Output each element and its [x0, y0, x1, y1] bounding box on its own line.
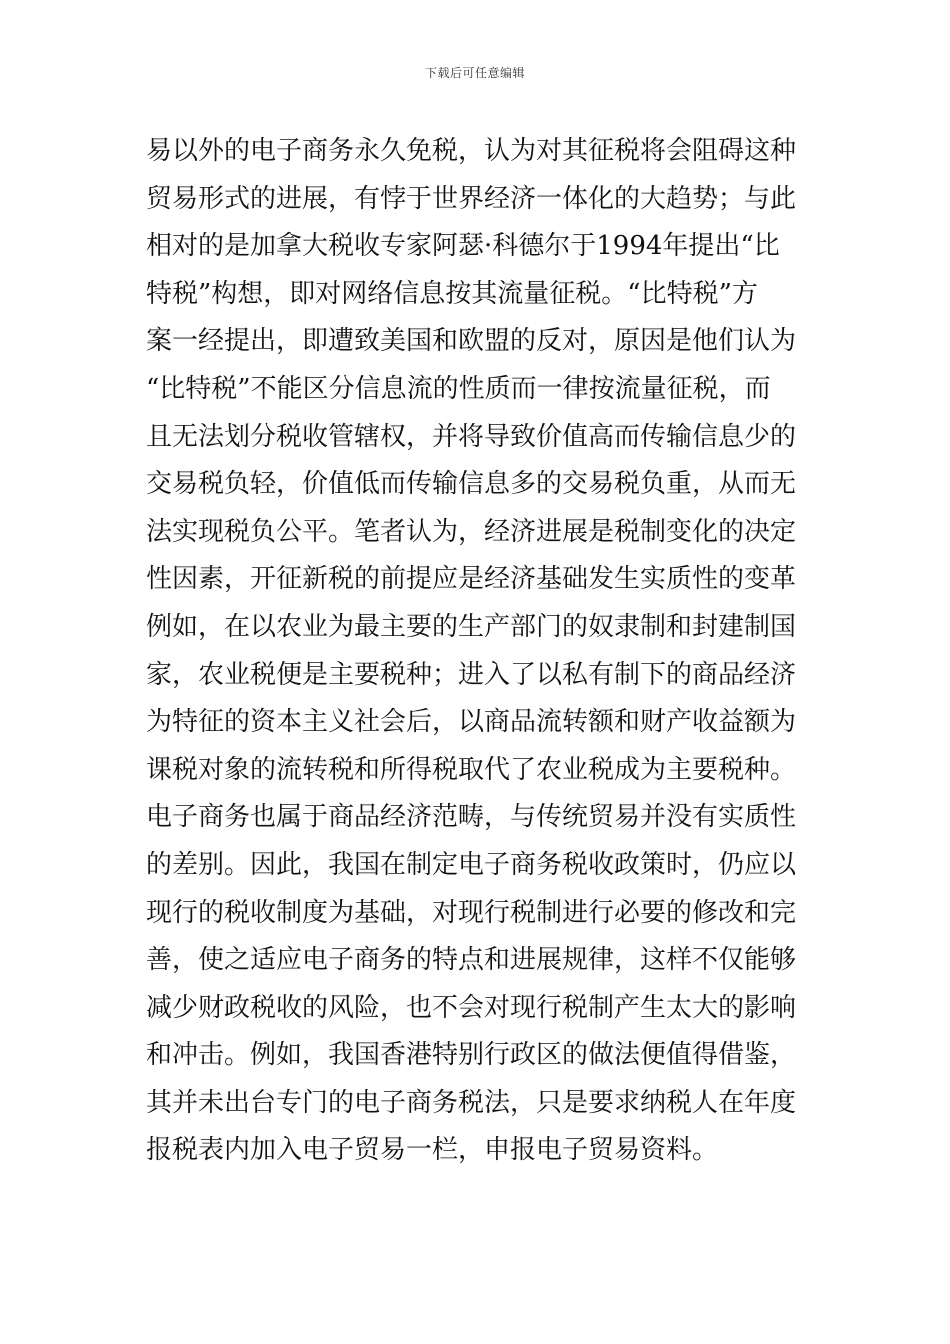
text-line: 家，农业税便是主要税种；进入了以私有制下的商品经济	[146, 659, 797, 690]
page-header: 下载后可任意编辑	[424, 66, 525, 80]
text-line: 报税表内加入电子贸易一栏，申报电子贸易资料。	[146, 1135, 719, 1166]
text-line: 法实现税负公平。笔者认为，经济进展是税制变化的决定	[146, 516, 797, 547]
text-line: 相对的是加拿大税收专家阿瑟·科德尔于1994年提出“比	[146, 231, 780, 262]
text-line: 性因素，开征新税的前提应是经济基础发生实质性的变革	[146, 564, 797, 595]
text-line: 善，使之适应电子商务的特点和进展规律，这样不仅能够	[146, 945, 797, 976]
text-line: 案一经提出，即遭致美国和欧盟的反对，原因是他们认为	[146, 326, 797, 357]
text-line: 交易税负轻，价值低而传输信息多的交易税负重，从而无	[146, 469, 797, 500]
text-line: 电子商务也属于商品经济范畴，与传统贸易并没有实质性	[146, 802, 797, 833]
text-line: 和冲击。例如，我国香港特别行政区的做法便值得借鉴，	[146, 1040, 797, 1071]
text-line: 例如，在以农业为最主要的生产部门的奴隶制和封建制国	[146, 611, 797, 642]
text-line: 其并未出台专门的电子商务税法，只是要求纳税人在年度	[146, 1087, 797, 1118]
text-line: 现行的税收制度为基础，对现行税制进行必要的修改和完	[146, 897, 797, 928]
text-line: 特税”构想，即对网络信息按其流量征税。“比特税”方	[146, 278, 758, 309]
text-line: 减少财政税收的风险，也不会对现行税制产生太大的影响	[146, 992, 797, 1023]
text-line: 课税对象的流转税和所得税取代了农业税成为主要税种。	[146, 754, 797, 785]
text-line: 易以外的电子商务永久免税，认为对其征税将会阻碍这种	[146, 136, 797, 166]
text-line: 贸易形式的进展，有悖于世界经济一体化的大趋势；与此	[146, 183, 797, 214]
text-line: 为特征的资本主义社会后，以商品流转额和财产收益额为	[146, 707, 797, 738]
text-line: 的差别。因此，我国在制定电子商务税收政策时，仍应以	[146, 849, 797, 880]
text-line: “比特税”不能区分信息流的性质而一律按流量征税，而	[146, 373, 771, 404]
text-line: 且无法划分税收管辖权，并将导致价值高而传输信息少的	[146, 421, 797, 452]
body-text	[146, 128, 810, 1175]
